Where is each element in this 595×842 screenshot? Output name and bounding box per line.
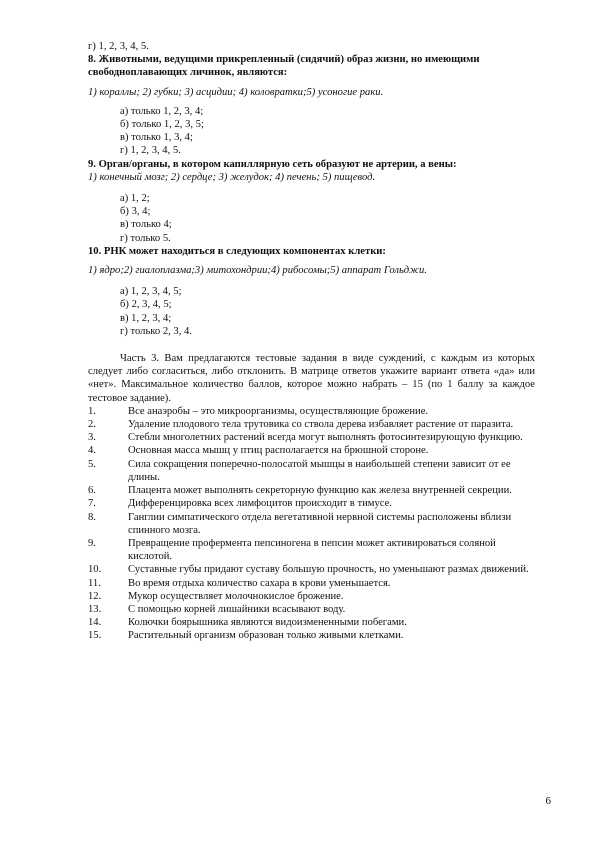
question-block [88,40,535,643]
q10-option-d: г) только 2, 3, 4. [120,325,192,337]
q8-items: 1) кораллы; 2) губки; 3) асцидии; 4) коловратки;5) усоногие раки. [88,86,384,98]
q8-option-b: б) только 1, 2, 3, 5; [120,119,204,131]
statement-number: 8. [88,511,96,523]
q8-option-a: а) только 1, 2, 3, 4; [120,105,204,117]
statement-text: Колючки боярышника являются видоизмененными побегами. [128,617,407,629]
q10-option-b: б) 2, 3, 4, 5; [120,299,172,311]
statement-number: 10. [88,564,102,576]
statement-text: Ганглии симпатического отдела вегетативной нервной системы расположены вблизи спинного мозга. [128,511,512,536]
q10-options [88,285,535,338]
statement-item [88,537,535,563]
q9-option-d: г) только 5. [120,232,171,244]
statement-number: 7. [88,498,96,510]
statement-item [88,497,535,510]
statement-item [88,590,535,603]
statement-number: 3. [88,432,96,444]
q9-question: 9. Орган/органы, в котором капиллярную сеть образуют не артерии, а вены: [88,158,457,170]
statement-number: 4. [88,445,96,457]
statement-text: Основная масса мышц у птиц располагается на брюшной стороне. [128,445,429,457]
statement-text: Во время отдыха количество сахара в крови уменьшается. [128,577,391,589]
q7-tail-option: г) 1, 2, 3, 4, 5. [88,41,149,52]
statement-number: 9. [88,537,96,549]
statement-text: Стебли многолетних растений всегда могут выполнять фотосинтезирующую функцию. [128,432,523,444]
statement-text: Суставные губы придают суставу большую прочность, но уменьшают размах движений. [128,564,529,576]
q9-option-c: в) только 4; [120,219,172,231]
q10-option-a: а) 1, 2, 3, 4, 5; [120,286,182,298]
q10-items: 1) ядро;2) гиалоплазма;3) митохондрии;4) рибосомы;5) аппарат Гольджи. [88,265,427,277]
statement-number: 6. [88,485,96,497]
statement-item [88,511,535,537]
q9-option-a: а) 1, 2; [120,193,150,205]
statement-item [88,405,535,418]
q9-option-b: б) 3, 4; [120,206,151,218]
statement-number: 14. [88,617,102,629]
statement-item [88,629,535,642]
statement-text: Растительный организм образован только живыми клетками. [128,630,404,642]
statement-text: Плацента может выполнять секреторную функцию как железа внутренней секреции. [128,485,512,497]
statement-item [88,444,535,457]
statement-number: 12. [88,590,102,602]
q10-question: 10. РНК может находиться в следующих компонентах клетки: [88,245,386,257]
statement-number: 13. [88,603,102,615]
statement-number: 11. [88,577,101,589]
statement-text: Дифференцировка всех лимфоцитов происходит в тимусе. [128,498,392,510]
q8-option-c: в) только 1, 3, 4; [120,132,193,144]
q8-options [88,105,535,158]
statement-number: 15. [88,630,102,642]
statement-number: 1. [88,405,96,417]
q9-options [88,192,535,245]
statement-text: Сила сокращения поперечно-полосатой мышцы в наибольшей степени зависит от ее длины. [128,458,511,483]
statement-item [88,563,535,576]
statement-item [88,616,535,629]
statement-text: С помощью корней лишайники всасывают воду. [128,603,346,615]
statement-text: Удаление плодового тела трутовика со ствола дерева избавляет растение от паразита. [128,419,514,431]
statement-item [88,484,535,497]
statement-item [88,603,535,616]
q9-items: 1) конечный мозг; 2) сердце; 3) желудок; 4) печень; 5) пищевод. [88,171,376,183]
statement-text: Мукор осуществляет молочнокислое брожение. [128,590,344,602]
q8-option-d: г) 1, 2, 3, 4, 5. [120,145,181,157]
page-number: 6 [545,794,551,807]
statement-text: Все анаэробы – это микроорганизмы, осуществляющие брожение. [128,405,429,417]
statement-number: 5. [88,458,96,470]
statement-item [88,418,535,431]
part3-intro: Часть 3. Вам предлагаются тестовые задания в виде суждений, с каждым из которых следует либо согласиться, либо отклонить. В матрице ответов укажите вариант ответа «да» или «нет». Максимальное количество баллов, которое можно набрать – 15 (по 1 баллу за каждое тестовое задание). [88,353,535,404]
statement-item [88,458,535,484]
q8-question: 8. Животными, ведущими прикрепленный (сидячий) образ жизни, но имеющими свободноплавающих личинок, являются: [88,54,480,79]
statement-list [88,405,535,643]
statement-item [88,431,535,444]
statement-item [88,577,535,590]
q10-option-c: в) 1, 2, 3, 4; [120,312,172,324]
statement-text: Превращение профермента пепсиногена в пепсин может активироваться соляной кислотой. [128,537,496,563]
statement-number: 2. [88,419,96,431]
